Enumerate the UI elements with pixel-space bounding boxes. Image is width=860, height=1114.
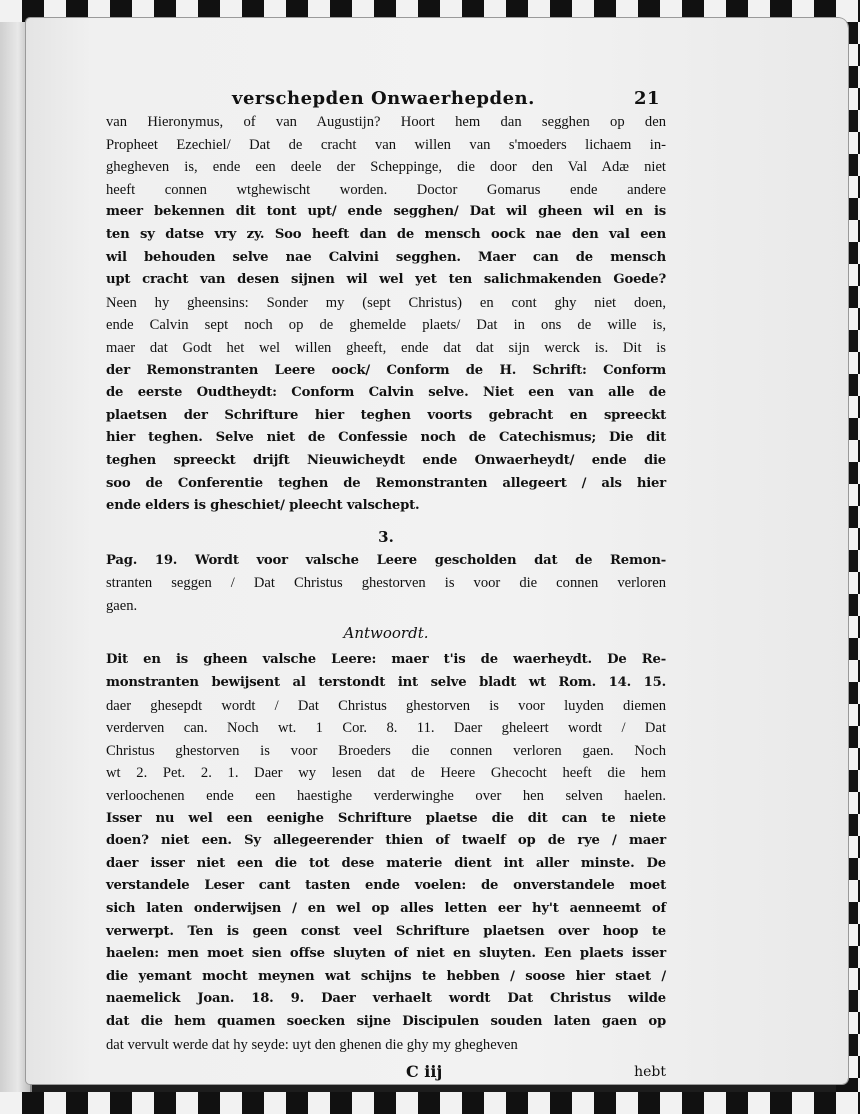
text-line: plaetsen der Schrifture hier teghen voorts gebracht en spreeckt bbox=[106, 407, 666, 423]
scan-background-bottom bbox=[0, 1092, 860, 1114]
text-line: verstandele Leser cant tasten ende voelen: de onverstandele moet bbox=[106, 878, 666, 894]
text-line: van Hieronymus, of van Augustijn? Hoort hem dan segghen op den bbox=[106, 114, 666, 130]
text-line: wt 2. Pet. 2. 1. Daer wy lesen dat de Heere Ghecocht heeft die hem bbox=[106, 765, 666, 782]
answer-heading: Antwoordt. bbox=[343, 624, 429, 643]
text-line: naemelick Joan. 18. 9. Daer verhaelt wordt Dat Christus wilde bbox=[106, 991, 666, 1007]
book-page bbox=[26, 18, 848, 1084]
section-number: 3. bbox=[378, 527, 394, 546]
page-text-block bbox=[106, 88, 666, 1084]
text-line: die yemant mocht meynen wat schijns te hebben / soose hier staet / bbox=[106, 968, 666, 984]
text-line: verwerpt. Ten is geen const veel Schrifture plaetsen over hoop te bbox=[106, 923, 666, 939]
text-line: stranten seggen / Dat Christus ghestorven is voor die connen verloren bbox=[106, 575, 666, 592]
text-line: teghen spreeckt drijft Nieuwicheydt ende Onwaerheydt/ ende die bbox=[106, 452, 666, 468]
text-line: wil behouden selve nae Calvini segghen. Maer can de mensch bbox=[106, 249, 666, 265]
text-line: heeft connen wtghewischt worden. Doctor Gomarus ende andere bbox=[106, 181, 666, 198]
text-line: doen? niet een. Sy allegeerender thien of twaelf op de rye / maer bbox=[106, 833, 666, 849]
text-line: Christus ghestorven is voor Broeders die connen verloren gaen. Noch bbox=[106, 742, 666, 759]
paragraph-2 bbox=[106, 550, 666, 618]
text-line: ende Calvin sept noch op de ghemelde plaets/ Dat in ons de wille is, bbox=[106, 317, 666, 334]
text-line: Neen hy gheensins: Sonder my (sept Christus) en cont ghy niet doen, bbox=[106, 294, 666, 311]
running-head bbox=[106, 88, 666, 109]
text-line: Dit en is gheen valsche Leere: maer t'is de waerheydt. De Re- bbox=[106, 652, 666, 668]
text-line: ten sy datse vry zy. Soo heeft dan de mensch oock nae den val een bbox=[106, 226, 666, 242]
text-line: de eerste Oudtheydt: Conform Calvin selve. Niet een van alle de bbox=[106, 385, 666, 401]
page-number: 21 bbox=[633, 88, 660, 109]
text-line: ghegheven is, ende een deele der Scheppinge, die door den Val Adæ niet bbox=[106, 159, 666, 176]
text-line: ende elders is gheschiet/ pleecht valschept. bbox=[106, 498, 420, 514]
catchword: hebt bbox=[634, 1064, 666, 1081]
text-line: upt cracht van desen sijnen wil wel yet ten salichmakenden Goede? bbox=[106, 272, 666, 288]
text-line: monstranten bewijsent al terstondt int selve bladt wt Rom. 14. 15. bbox=[106, 675, 666, 691]
text-line: Isser nu wel een eenighe Schrifture plaetse die dit can te niete bbox=[106, 810, 666, 826]
text-line: maer dat Godt het wel willen gheeft, ende dat dat sijn werck is. Dit is bbox=[106, 339, 666, 356]
paragraph-3 bbox=[106, 649, 666, 1056]
paragraph-1 bbox=[106, 111, 666, 518]
text-line: Propheet Ezechiel/ Dat de cracht van willen van s'moeders lichaem in- bbox=[106, 136, 666, 153]
text-line: verderven can. Noch wt. 1 Cor. 8. 11. Daer gheleert wordt / Dat bbox=[106, 720, 666, 737]
text-line: dat die hem quamen soecken sijne Discipulen souden laten gaen op bbox=[106, 1013, 666, 1029]
text-line: der Remonstranten Leere oock/ Conform de H. Schrift: Conform bbox=[106, 362, 666, 378]
text-line: sich laten onderwijsen / en wel op alles letten eer hy't aenneemt of bbox=[106, 901, 666, 916]
text-line: hier teghen. Selve niet de Confessie noch de Catechismus; Die dit bbox=[106, 430, 666, 446]
text-line: dat vervult werde dat hy seyde: uyt den ghenen die ghy my ghegheven bbox=[106, 1036, 518, 1053]
text-line: daer ghesepdt wordt / Dat Christus ghestorven is voor luyden diemen bbox=[106, 697, 666, 714]
text-line: verloochenen ende een haestighe verderwinghe over hen selven haelen. bbox=[106, 788, 666, 805]
signature-mark: C iij bbox=[406, 1062, 443, 1082]
text-line: soo de Conferentie teghen de Remonstranten allegeert / als hier bbox=[106, 475, 666, 491]
text-line: haelen: men moet sien offse sluyten of niet en sluyten. Een plaets isser bbox=[106, 946, 666, 962]
text-line: meer bekennen dit tont upt/ ende segghen/ Dat wil gheen wil en is bbox=[106, 204, 666, 220]
page-footer bbox=[106, 1060, 666, 1084]
text-line: daer isser niet een die tot dese materie dient int aller minste. De bbox=[106, 855, 666, 871]
text-line: Pag. 19. Wordt voor valsche Leere gescholden dat de Remon- bbox=[106, 552, 666, 568]
running-head-title: verschepden Onwaerhepden. bbox=[232, 88, 535, 109]
text-line: gaen. bbox=[106, 597, 138, 614]
